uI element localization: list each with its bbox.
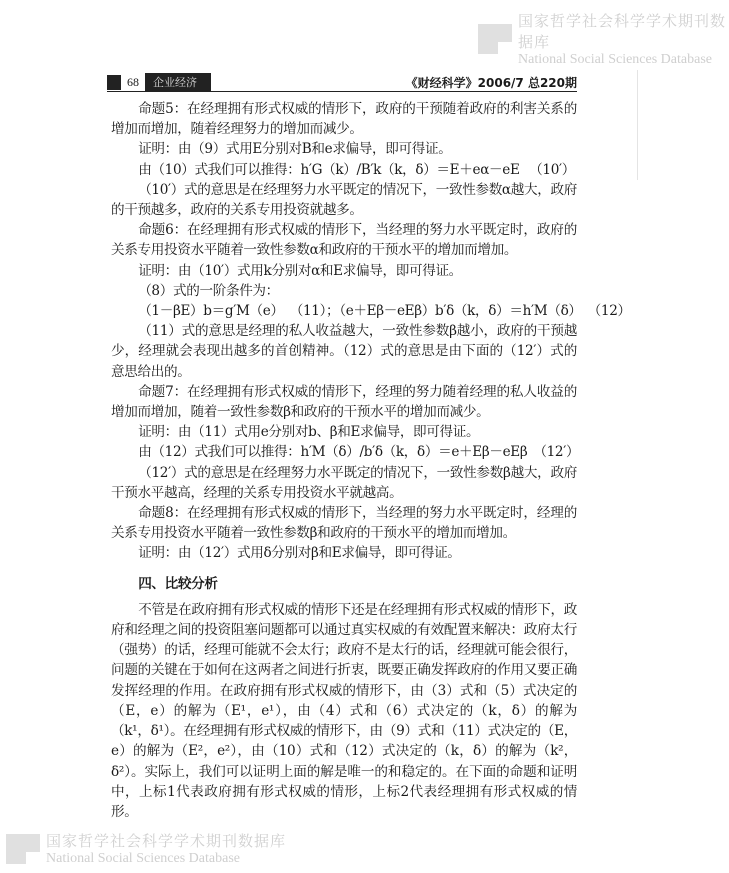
database-logo-icon <box>6 834 40 864</box>
page-edge <box>637 70 638 180</box>
watermark-cn: 国家哲学社会科学学术期刊数据库 <box>46 832 287 851</box>
paragraph: 证明：由（12′）式用δ分别对β和E求偏导，即可得证。 <box>138 545 461 562</box>
paragraph: 证明：由（9）式用E分别对B和e求偏导，即可得证。 <box>138 141 452 158</box>
equation-12: （11）；（e＋Eβ－eEβ）b′δ（k，δ）＝h′M（δ） <box>289 303 582 320</box>
paragraph: 证明：由（10′）式用k分别对α和E求偏导，即可得证。 <box>138 262 462 279</box>
paragraph: 命题7：在经理拥有形式权威的情形下，经理的努力随着经理的私人收益的增加而增加，随着一致性参数β和政府的干预水平的增加而减少。 <box>111 383 577 421</box>
paragraph: （8）式的一阶条件为： <box>138 282 279 299</box>
equation-11: （1－βE）b＝g′M（e） <box>138 303 284 320</box>
watermark-en: National Social Sciences Database <box>518 52 712 67</box>
page-number: 68 <box>127 74 139 89</box>
paragraph: （11）式的意思是经理的私人收益越大，一致性参数β越小，政府的干预越少，经理就会表现出越多的首创精神。（12）式的意思是由下面的（12′）式的意思给出的。 <box>111 323 577 380</box>
running-header <box>107 73 577 92</box>
watermark-cn: 国家哲学社会科学学术期刊数据库 <box>518 12 727 51</box>
equation-11-12 <box>111 301 631 321</box>
equation-number: （12） <box>587 303 631 320</box>
paragraph: 命题6：在经理拥有形式权威的情形下，当经理的努力水平既定时，政府的关系专用投资水平随着一致性参数α和政府的干预水平的增加而增加。 <box>111 222 577 259</box>
paragraph: （10′）式的意思是在经理努力水平既定的情况下，一致性参数α越大，政府的干预越多，政府的关系专用投资就越多。 <box>111 181 577 219</box>
equation-number: （10′） <box>529 161 575 178</box>
equation-12-prime <box>111 442 580 462</box>
watermark-bottom <box>6 822 729 867</box>
paragraph: 命题5：在经理拥有形式权威的情形下，政府的干预随着政府的利害关系的增加而增加，随着经理努力的增加而减少。 <box>111 101 577 138</box>
paragraph: 命题8：在经理拥有形式权威的情形下，当经理的努力水平既定时，经理的关系专用投资水平随着一致性参数β和政府的干预水平的增加而增加。 <box>111 505 577 542</box>
section-heading: 四、比较分析 <box>138 575 218 592</box>
equation-text: 由（10）式我们可以推得：h′G（k）/B′k（k，δ）＝E＋eα－eE <box>138 161 520 178</box>
watermark-en: National Social Sciences Database <box>46 851 240 867</box>
database-logo-icon <box>478 24 512 54</box>
paragraph: 证明：由（11）式用e分别对b、β和E求偏导，即可得证。 <box>138 424 480 441</box>
equation-text: 由（12）式我们可以推得：h′M（δ）/b′δ（k，δ）＝e＋Eβ－eEβ <box>138 444 528 461</box>
header-block <box>107 75 121 90</box>
section-label: 企业经济 <box>145 73 211 91</box>
paragraph: 不管是在政府拥有形式权威的情形下还是在经理拥有形式权威的情形下，政府和经理之间的投资阻塞问题都可以通过真实权威的有效配置来解决：政府太行（强势）的话，经理可能就不会太行；政府不是太行的话，经理就可能会很行，问题的关键在于如何在这两者之间进行折衷，既要正确发挥政府的作用又要正确发挥经理的作用。在政府拥有形式权威的情形下，由（3）式和（5）式决定的（E，e）的解为（E¹，e¹），由（4）式和（6）式决定的（k，δ）的解为（k¹，δ¹）。在经理拥有形式权威的情形下，由（9）式和（11）式决定的（E，e）的解为（E²，e²），由（10）式和（12）式决定的（k，δ）的解为（k²，δ²）。实际上，我们可以证明上面的解是唯一的和稳定的。在下面的命题和证明中，上标1代表政府拥有形式权威的情形，上标2代表经理拥有形式权威的情形。 <box>111 601 577 820</box>
paragraph: （12′）式的意思是在经理努力水平既定的情况下，一致性参数β越大，政府干预水平越高，经理的关系专用投资水平就越高。 <box>111 464 577 501</box>
watermark-top <box>478 10 729 68</box>
journal-info: 《财经科学》2006/7 总220期 <box>405 75 577 90</box>
equation-number: （12′） <box>533 444 580 461</box>
equation-10-prime <box>111 160 577 180</box>
article-body <box>111 99 631 822</box>
